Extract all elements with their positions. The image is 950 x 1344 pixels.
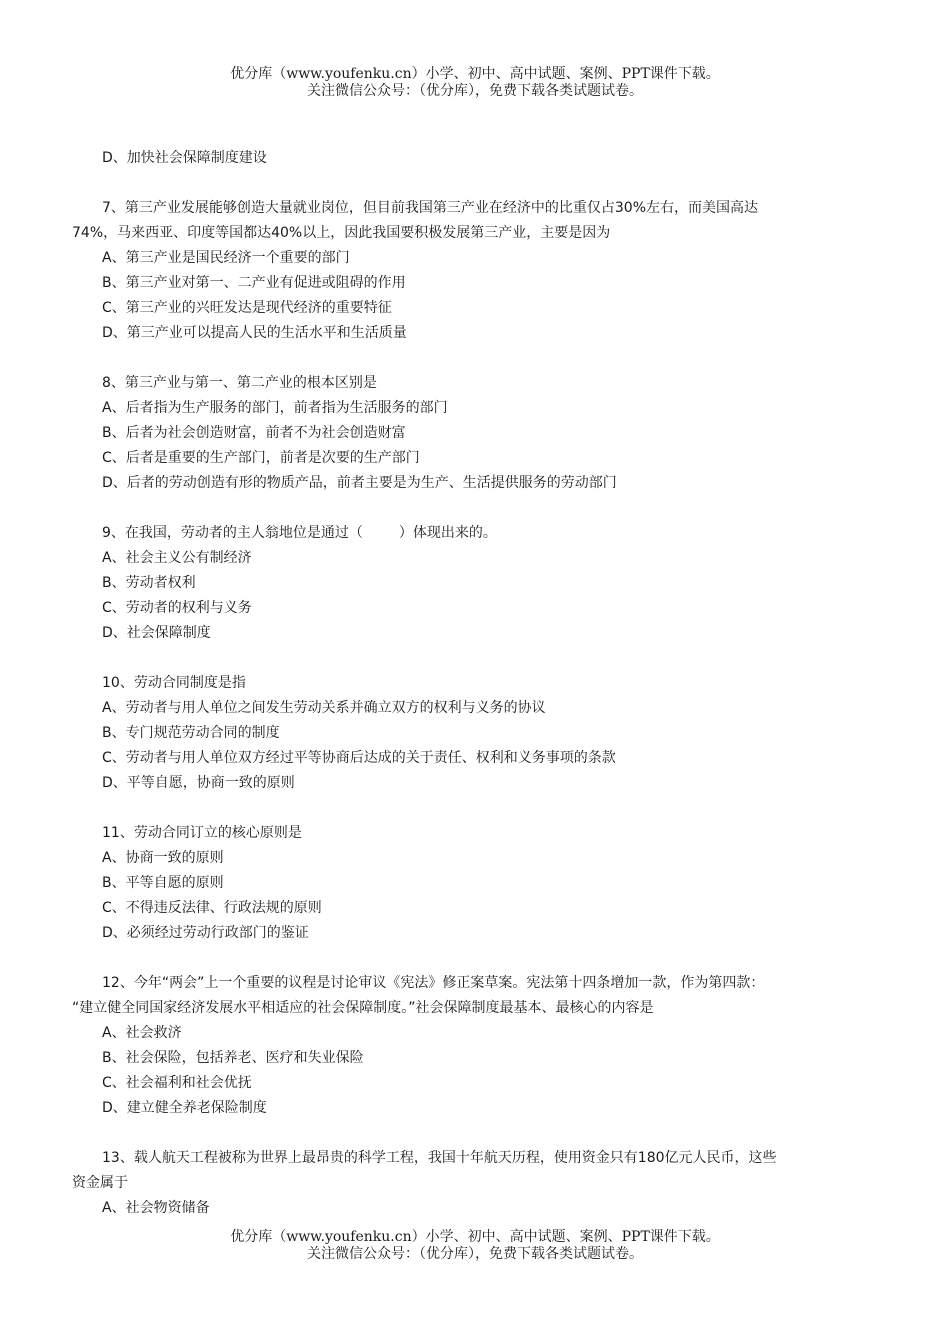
option-d: D、平等自愿，协商一致的原则 bbox=[102, 775, 295, 791]
question-stem-continuation: “建立健全同国家经济发展水平相适应的社会保障制度。”社会保障制度最基本、最核心的内容是 bbox=[72, 1000, 654, 1016]
question-stem: 11、劳动合同订立的核心原则是 bbox=[102, 825, 302, 841]
option-b: B、后者为社会创造财富，前者不为社会创造财富 bbox=[102, 425, 406, 441]
option-a: A、第三产业是国民经济一个重要的部门 bbox=[102, 250, 350, 266]
option-b: B、第三产业对第一、二产业有促进或阻碍的作用 bbox=[102, 275, 406, 291]
option-d: D、后者的劳动创造有形的物质产品，前者主要是为生产、生活提供服务的劳动部门 bbox=[102, 475, 617, 491]
option-text: D、加快社会保障制度建设 bbox=[102, 150, 267, 166]
header-line-1: 优分库（www.youfenku.cn）小学、初中、高中试题、案例、PPT课件下载。 bbox=[230, 66, 720, 82]
question-13 bbox=[0, 1146, 950, 1221]
stem-after-blank: ）体现出来的。 bbox=[398, 525, 497, 541]
option-c: C、第三产业的兴旺发达是现代经济的重要特征 bbox=[102, 300, 392, 316]
question-10 bbox=[0, 671, 950, 796]
option-d: D、第三产业可以提高人民的生活水平和生活质量 bbox=[102, 325, 407, 341]
question-7 bbox=[0, 196, 950, 346]
option-b: B、社会保险，包括养老、医疗和失业保险 bbox=[102, 1050, 364, 1066]
question-9 bbox=[0, 521, 950, 646]
option-c: C、后者是重要的生产部门，前者是次要的生产部门 bbox=[102, 450, 420, 466]
question-stem bbox=[0, 521, 950, 546]
option-c: C、劳动者的权利与义务 bbox=[102, 600, 252, 616]
option-a: A、劳动者与用人单位之间发生劳动关系并确立双方的权利与义务的协议 bbox=[102, 700, 546, 716]
question-stem-continuation: 资金属于 bbox=[72, 1175, 128, 1191]
option-c: C、劳动者与用人单位双方经过平等协商后达成的关于责任、权利和义务事项的条款 bbox=[102, 750, 616, 766]
question-stem: 10、劳动合同制度是指 bbox=[102, 675, 246, 691]
header-line-2: 关注微信公众号：（优分库），免费下载各类试题试卷。 bbox=[307, 83, 643, 99]
option-c: C、不得违反法律、行政法规的原则 bbox=[102, 900, 322, 916]
question-12 bbox=[0, 971, 950, 1121]
option-d: D、社会保障制度 bbox=[102, 625, 211, 641]
question-11 bbox=[0, 821, 950, 946]
page-footer bbox=[0, 1229, 950, 1263]
question-8 bbox=[0, 371, 950, 496]
option-b: B、平等自愿的原则 bbox=[102, 875, 224, 891]
option-a: A、社会物资储备 bbox=[102, 1200, 210, 1216]
question-stem: 13、载人航天工程被称为世界上最昂贵的科学工程，我国十年航天历程，使用资金只有180亿元人民币，这些 bbox=[102, 1150, 777, 1166]
page-header bbox=[0, 66, 950, 100]
stem-before-blank: 9、在我国，劳动者的主人翁地位是通过（ bbox=[102, 525, 363, 541]
footer-line-2: 关注微信公众号：（优分库），免费下载各类试题试卷。 bbox=[307, 1246, 643, 1262]
option-a: A、社会主义公有制经济 bbox=[102, 550, 252, 566]
question-stem: 8、第三产业与第一、第二产业的根本区别是 bbox=[102, 375, 377, 391]
option-b: B、劳动者权利 bbox=[102, 575, 196, 591]
footer-line-1: 优分库（www.youfenku.cn）小学、初中、高中试题、案例、PPT课件下载。 bbox=[230, 1229, 720, 1245]
option-b: B、专门规范劳动合同的制度 bbox=[102, 725, 280, 741]
option-d: D、必须经过劳动行政部门的鉴证 bbox=[102, 925, 309, 941]
question-stem-continuation: 74%，马来西亚、印度等国都达40%以上，因此我国要积极发展第三产业，主要是因为 bbox=[72, 225, 611, 241]
document-body bbox=[0, 146, 950, 1221]
option-a: A、后者指为生产服务的部门，前者指为生活服务的部门 bbox=[102, 400, 448, 416]
question-stem: 12、今年“两会”上一个重要的议程是讨论审议《宪法》修正案草案。宪法第十四条增加一款，作为第四款： bbox=[102, 975, 765, 991]
option-d: D、建立健全养老保险制度 bbox=[102, 1100, 267, 1116]
option-a: A、协商一致的原则 bbox=[102, 850, 224, 866]
question-stem: 7、第三产业发展能够创造大量就业岗位，但目前我国第三产业在经济中的比重仅占30%左右，而美国高达 bbox=[102, 200, 759, 216]
option-a: A、社会救济 bbox=[102, 1025, 182, 1041]
option-c: C、社会福利和社会优抚 bbox=[102, 1075, 252, 1091]
